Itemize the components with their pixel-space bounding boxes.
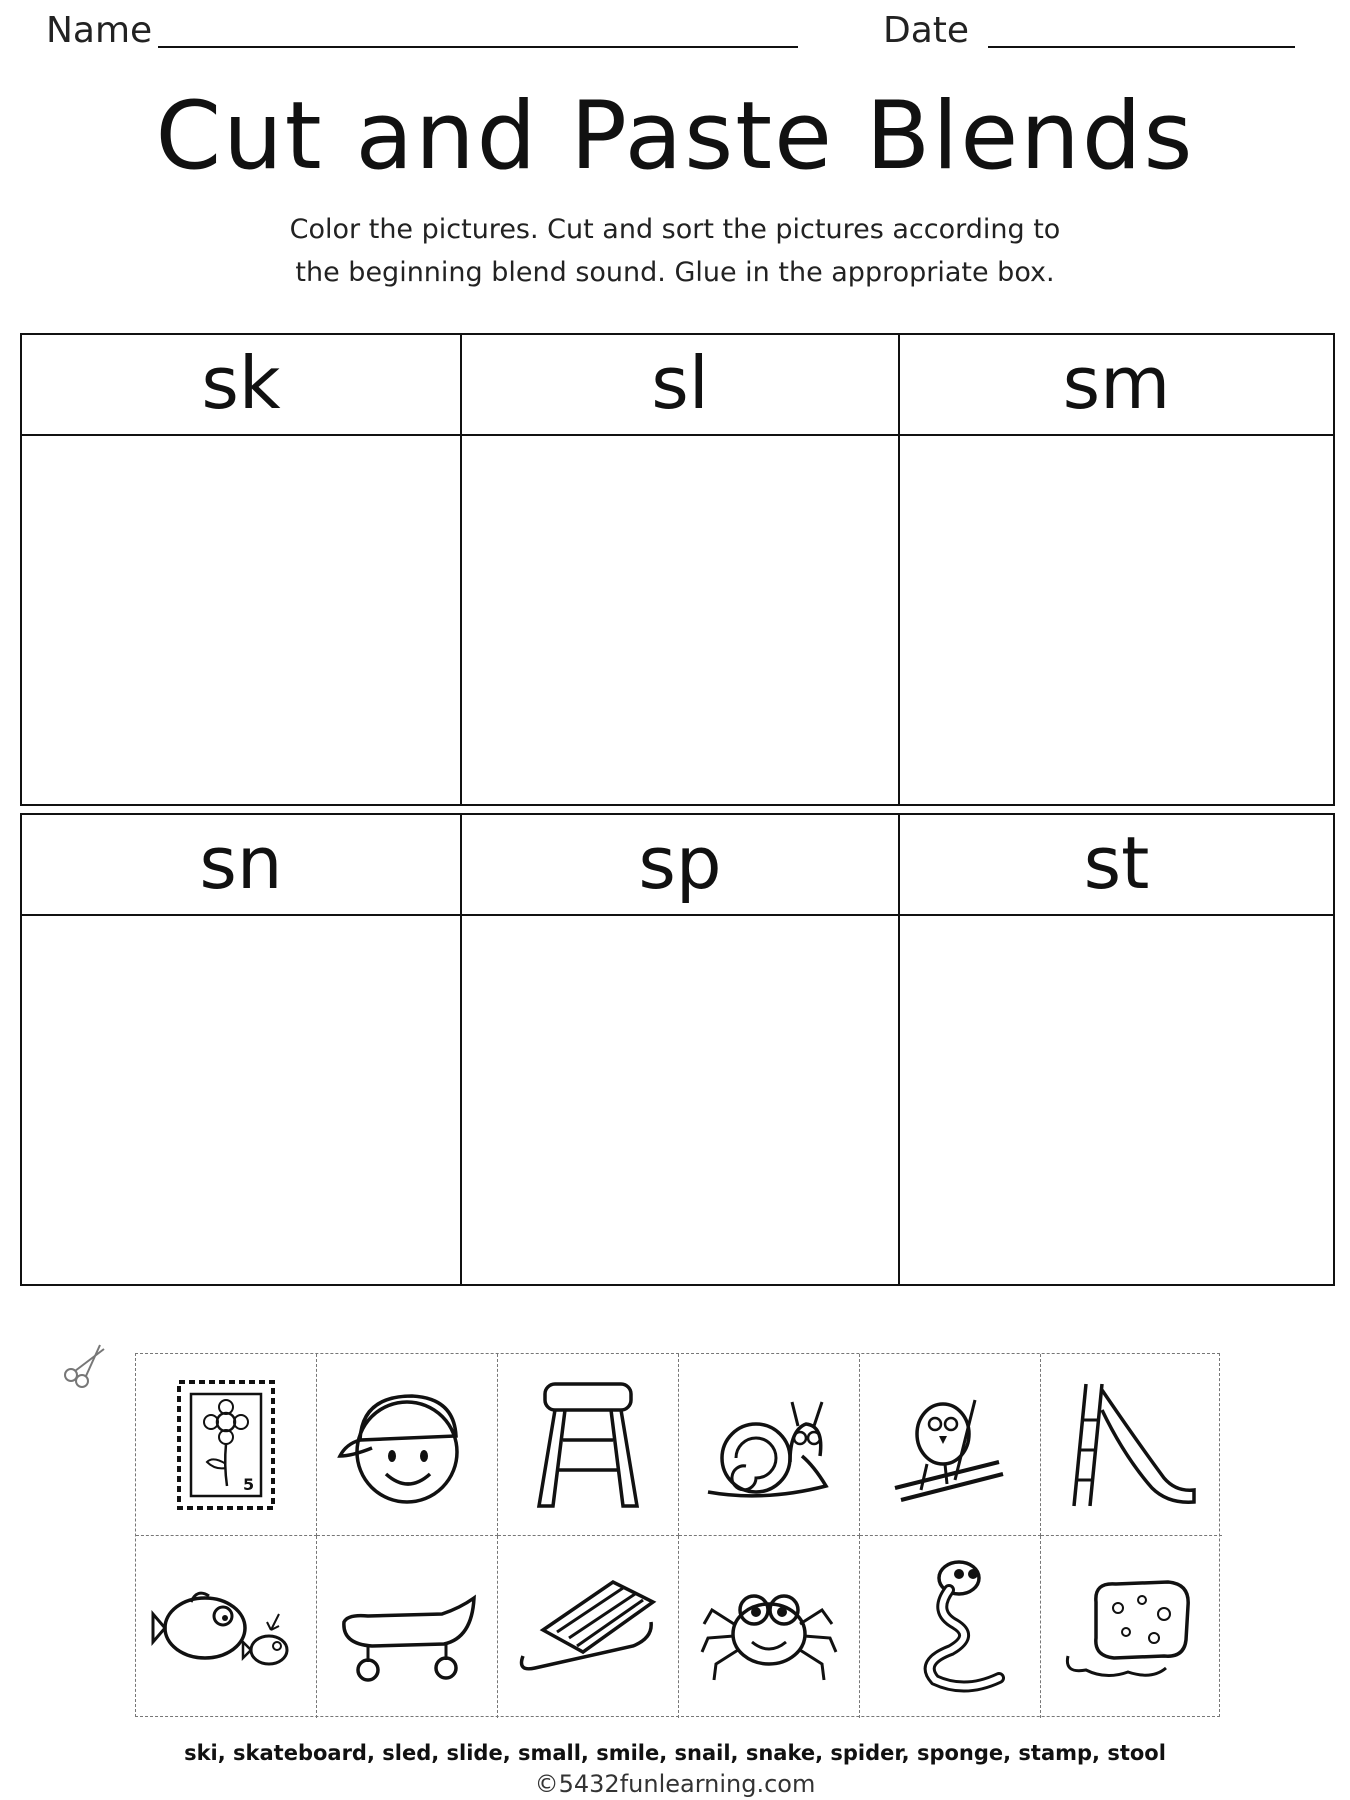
page-title: Cut and Paste Blends bbox=[155, 82, 1195, 191]
paste-box-sk[interactable] bbox=[22, 436, 460, 804]
paste-box-sl[interactable] bbox=[462, 436, 898, 804]
word-list: ski, skateboard, sled, slide, small, smile, snail, snake, spider, sponge, stamp, stool bbox=[184, 1741, 1166, 1765]
name-line[interactable] bbox=[158, 46, 798, 48]
sled-icon bbox=[513, 1552, 663, 1702]
ski-icon bbox=[875, 1370, 1025, 1520]
instructions-line-1: Color the pictures. Cut and sort the pictures according to bbox=[289, 214, 1061, 245]
blend-header-sl: sl bbox=[462, 335, 898, 436]
stamp-icon bbox=[151, 1370, 301, 1520]
paste-box-sm[interactable] bbox=[900, 436, 1333, 804]
snake-icon bbox=[875, 1552, 1025, 1702]
smile-icon bbox=[332, 1370, 482, 1520]
name-label: Name bbox=[46, 10, 153, 51]
blend-column-sp bbox=[460, 815, 898, 1284]
picture-card-stool[interactable] bbox=[498, 1354, 679, 1536]
blend-header-sk: sk bbox=[22, 335, 460, 436]
picture-card-spider[interactable] bbox=[679, 1536, 860, 1718]
sponge-icon bbox=[1056, 1552, 1206, 1702]
copyright: ©5432funlearning.com bbox=[534, 1770, 816, 1798]
blend-header-sp: sp bbox=[462, 815, 898, 916]
date-line[interactable] bbox=[988, 46, 1295, 48]
scissors-icon bbox=[60, 1343, 110, 1389]
blend-column-st bbox=[898, 815, 1333, 1284]
picture-card-snake[interactable] bbox=[860, 1536, 1041, 1718]
picture-card-snail[interactable] bbox=[679, 1354, 860, 1536]
blend-header-sm: sm bbox=[900, 335, 1333, 436]
picture-card-stamp[interactable] bbox=[136, 1354, 317, 1536]
blend-column-sm bbox=[898, 335, 1333, 804]
instructions bbox=[0, 208, 1350, 294]
picture-card-ski[interactable] bbox=[860, 1354, 1041, 1536]
picture-card-skateboard[interactable] bbox=[317, 1536, 498, 1718]
picture-card-sponge[interactable] bbox=[1041, 1536, 1222, 1718]
paste-box-sp[interactable] bbox=[462, 916, 898, 1284]
header-row bbox=[0, 6, 1350, 56]
slide-icon bbox=[1056, 1370, 1206, 1520]
blend-column-sk bbox=[22, 335, 460, 804]
picture-card-small[interactable] bbox=[136, 1536, 317, 1718]
spider-icon bbox=[694, 1552, 844, 1702]
picture-cutout-grid bbox=[135, 1353, 1220, 1717]
sort-table-top bbox=[20, 333, 1335, 806]
paste-box-st[interactable] bbox=[900, 916, 1333, 1284]
blend-column-sn bbox=[22, 815, 460, 1284]
snail-icon bbox=[694, 1370, 844, 1520]
blend-header-sn: sn bbox=[22, 815, 460, 916]
picture-card-smile[interactable] bbox=[317, 1354, 498, 1536]
blend-header-st: st bbox=[900, 815, 1333, 916]
stool-icon bbox=[513, 1370, 663, 1520]
skateboard-icon bbox=[332, 1552, 482, 1702]
picture-card-sled[interactable] bbox=[498, 1536, 679, 1718]
instructions-line-2: the beginning blend sound. Glue in the appropriate box. bbox=[295, 257, 1055, 288]
stamp-number: 5 bbox=[243, 1475, 255, 1494]
small-icon bbox=[151, 1552, 301, 1702]
sort-table-bottom bbox=[20, 813, 1335, 1286]
picture-card-slide[interactable] bbox=[1041, 1354, 1222, 1536]
date-label: Date bbox=[883, 10, 970, 51]
blend-column-sl bbox=[460, 335, 898, 804]
paste-box-sn[interactable] bbox=[22, 916, 460, 1284]
